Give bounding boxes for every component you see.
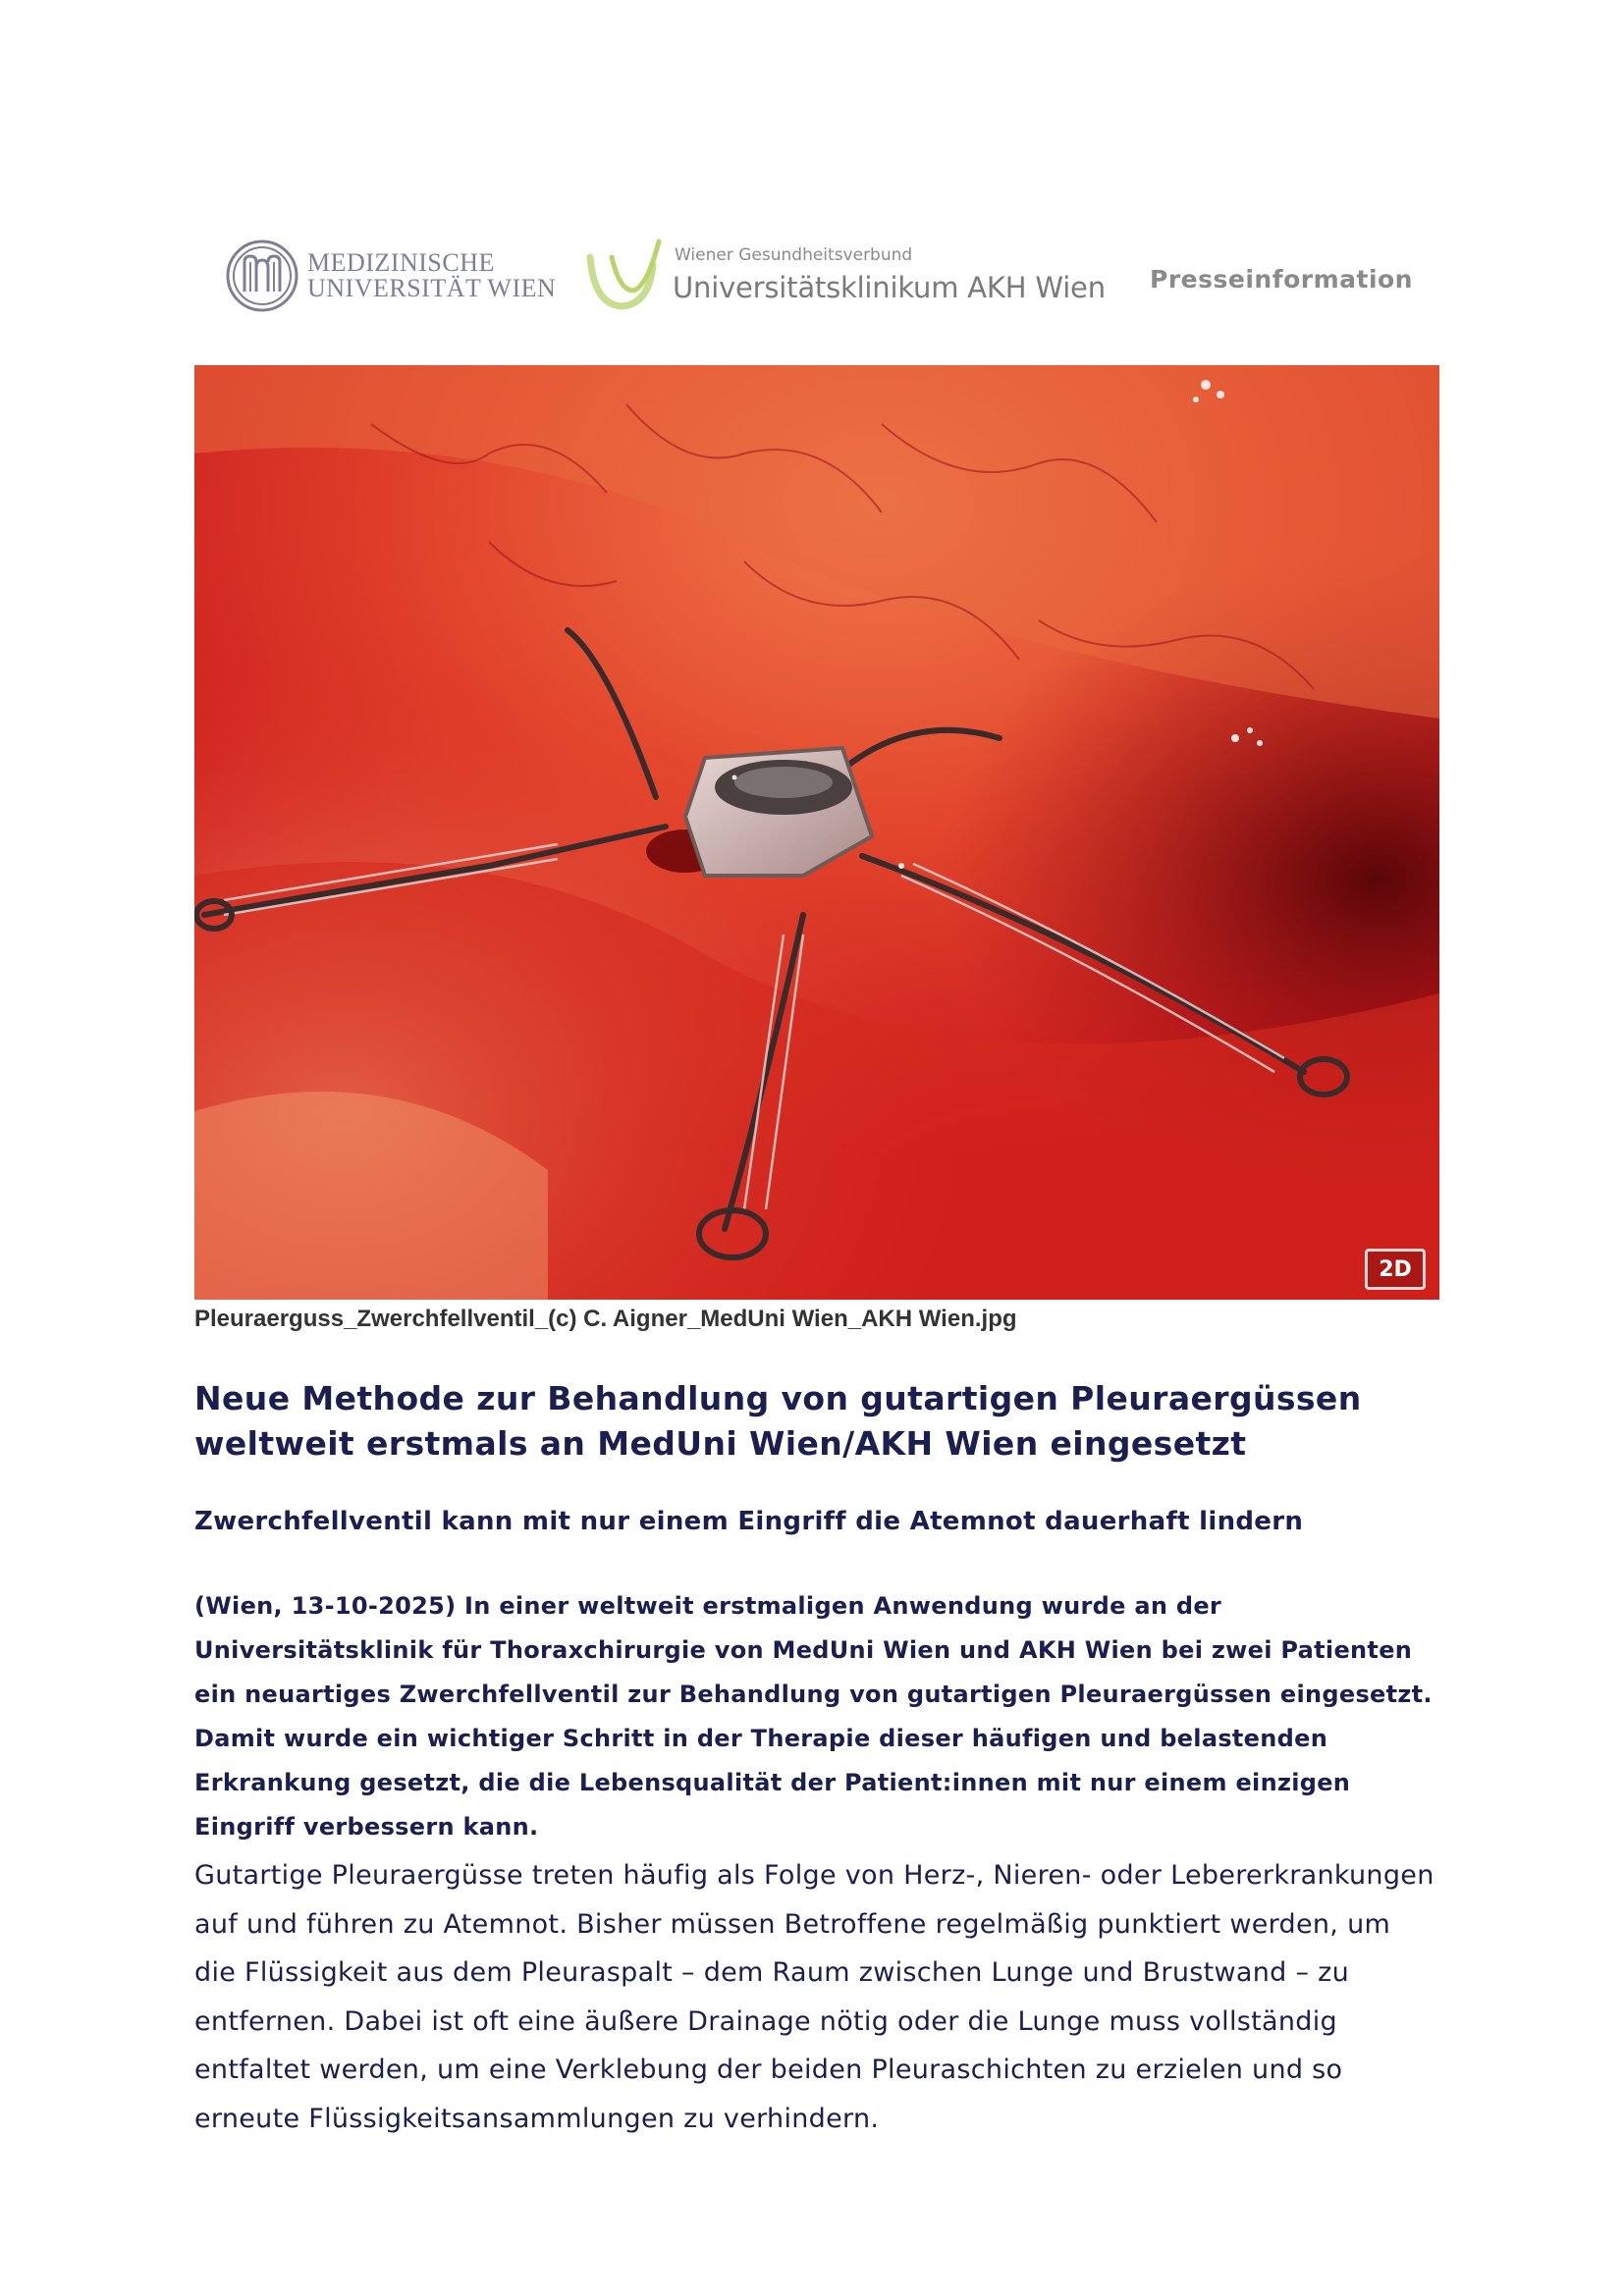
article-photo: [194, 365, 1439, 1300]
akh-clinic-name: Universitätsklinikum AKH Wien: [673, 271, 1106, 304]
article-body-paragraph: Gutartige Pleuraergüsse treten häufig als Folge von Herz-, Nieren- oder Lebererkrankungen auf und führen zu Atemnot. Bisher müssen Betroffene regelmäßig punktiert werden, um die Flüssigkeit aus dem Pleuraspalt – dem Raum zwischen Lunge und Brustwand – zu entfernen. Dabei ist oft eine äußere Drainage nötig oder die Lunge muss vollständig entfaltet werden, um eine Verklebung der beiden Pleuraschichten zu erzielen und so erneute Flüssigkeitsansammlungen zu verhindern.: [194, 1860, 1435, 2134]
meduni-logo: [225, 238, 568, 314]
akh-organization-name: Wiener Gesundheitsverbund: [675, 245, 913, 265]
meduni-seal-icon: [225, 239, 299, 313]
view-mode-2d-badge: 2D: [1365, 1249, 1426, 1290]
page-header: [225, 232, 1413, 320]
article-subtitle: Zwerchfellventil kann mit nur einem Eingriff die Atemnot dauerhaft lindern: [194, 1507, 1304, 1536]
akh-mark-icon: [584, 236, 667, 318]
akh-logo: [584, 236, 1106, 318]
diaphragm-valve-photo: [194, 365, 1439, 1300]
document-type-label: Presseinformation: [1150, 265, 1413, 294]
meduni-name-line2: UNIVERSITÄT WIEN: [307, 274, 557, 302]
article-lead-paragraph: (Wien, 13-10-2025) In einer weltweit erstmaligen Anwendung wurde an der Universitätsklinik für Thoraxchirurgie von MedUni Wien und AKH Wien bei zwei Patienten ein neuartiges Zwerchfellventil zur Behandlung von gutartigen Pleuraergüssen eingesetzt. Damit wurde ein wichtiger Schritt in der Therapie dieser häufigen und belastenden Erkrankung gesetzt, die die Lebensqualität der Patient:innen mit nur einem einzigen Eingriff verbessern kann.: [194, 1592, 1433, 1841]
article-title: Neue Methode zur Behandlung von gutartigen Pleuraergüssen weltweit erstmals an MedUni Wien/AKH Wien eingesetzt: [194, 1379, 1362, 1463]
photo-caption: Pleuraerguss_Zwerchfellventil_(c) C. Aigner_MedUni Wien_AKH Wien.jpg: [194, 1306, 1017, 1332]
meduni-name-line1: MEDIZINISCHE: [307, 248, 495, 277]
